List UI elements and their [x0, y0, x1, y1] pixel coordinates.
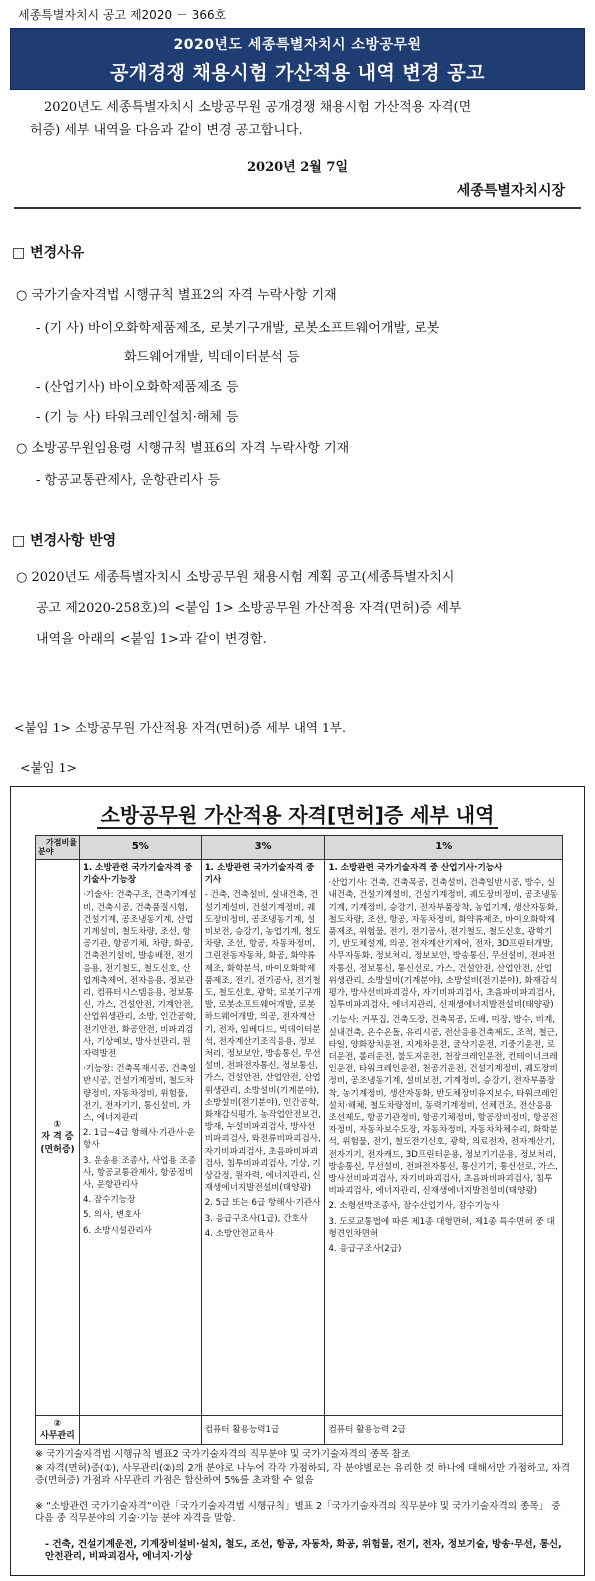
- qualification-table: [35, 835, 563, 1445]
- cell-office-5pct: [79, 1416, 201, 1445]
- reason-line: ○ 국가기술자격법 시행규칙 별표2의 자격 누락사항 기재: [16, 288, 337, 303]
- footnote: ※ “소방관련 국가기술자격”이란「국가기술자격법 시행규칙」별표 2「국가기술자격의 직무분야 및 국가기술자격의 종목」 중 다음 중 직무분야의 기술·기능 분야 자격을 말함.: [35, 1501, 561, 1525]
- section-heading-changes: □ 변경사항 반영: [12, 533, 117, 549]
- title-line-1: 2020년도 세종특별자치시 소방공무원: [173, 37, 422, 53]
- change-line: ○ 2020년도 세종특별자치시 소방공무원 채용시험 계획 공고(세종특별자치시: [16, 570, 455, 585]
- intro-line-1: 2020년도 세종특별자치시 소방공무원 공개경쟁 채용시험 가산적용 자격(면: [44, 100, 472, 115]
- intro-text: [30, 96, 570, 142]
- reason-line: - (기 사) 바이오화학제품제조, 로봇기구개발, 로봇소프트웨어개발, 로봇: [36, 321, 440, 336]
- table-header-row: [36, 836, 563, 860]
- col-header-5pct: 5%: [79, 836, 201, 860]
- title-banner: [10, 28, 585, 90]
- change-line: 내역을 아래의 <붙임 1>과 같이 변경함.: [36, 632, 267, 647]
- attachment-label: <붙임 1>: [20, 760, 78, 775]
- footnote: - 건축, 건설기계운전, 기계장비설비·설치, 철도, 조선, 항공, 자동차, 화공, 위험물, 전기, 전자, 정보기술, 방송·무선, 통신, 안전관리, 비파괴검사, 에너지·기상: [45, 1539, 562, 1563]
- reason-line: 화드웨어개발, 빅데이터분석 등: [124, 350, 300, 365]
- notice-number: 세종특별자치시 공고 제2020 － 366호: [18, 8, 227, 22]
- notice-date: 2020년 2월 7일: [247, 160, 348, 175]
- change-line: 공고 제2020-258호)의 <붙임 1> 소방공무원 가산적용 자격(면허)증 세부: [36, 601, 462, 616]
- attachment-frame: [10, 786, 585, 1576]
- section-heading-reason: □ 변경사유: [12, 245, 85, 261]
- reason-line: - (기 능 사) 타워크레인설치·해체 등: [36, 410, 239, 425]
- footnote: ※ 국가기술자격법 시행규칙 별표2 국가기술자격의 직무분야 및 국가기술자격의 종목 참조: [35, 1449, 411, 1460]
- divider: [14, 207, 581, 209]
- corner-cell: 가점비율 분야: [36, 836, 80, 860]
- table-row: [36, 860, 563, 1416]
- cell-5pct: 1. 소방관련 국가기술자격 중 기술사·기능장 ·기술사: 건축구조, 건축기계설비, 건축시공, 건축품질시험, 건설기계, 공조냉동기계, 산업기계설비, 철도차량, 조선, 항공기관, 항공기체, 차량, 화공, 건축전기설비, 발송배전, 전기응용, 전기철도, 철도신호, 산업계측제어, 전자응용, 정보관리, 컴퓨터시스템응용, 정보통신, 가스, 건설안전, 기계안전, 산업위생관리, 소방, 인간공학, 전기안전, 화공안전, 비파괴검사, 기상예보, 방사선관리, 원자력발전 ·기능장: 건축목재시공, 건축일반시공, 건설기계정비, 철도차량정비, 자동차정비, 위험물, 전기, 전자기기, 통신설비, 가스, 에너지관리 2. 1급~4급 항해사·기관사·운항사 3. 운송용 조종사, 사업용 조종사, 항공교통관제사, 항공정비사, 운항관리사 4. 잠수기능장 5. 의사, 변호사 6. 소방시설관리사: [79, 860, 201, 1416]
- row-label-office: ② 사무관리: [36, 1416, 80, 1445]
- cell-office-1pct: 컴퓨터 활용능력 2급: [325, 1416, 563, 1445]
- cell-1pct: 1. 소방관련 국가기술자격 중 산업기사·기능사 ·산업기사: 건축, 건축목공, 건축설비, 건축일반시공, 방수, 실내건축, 건설기계설비, 건설기계정비, 궤도장비정비, 공조냉동기계, 기계정비, 승강기, 전자부품장착, 농업기계, 생산자동화, 철도차량, 조선, 항공, 자동차정비, 화약류제조, 바이오화학제품제조, 위험물, 전기, 전기공사, 전기철도, 철도신호, 광학기기, 반도체설계, 의공, 전자계산기제어, 전자, 3D프린터개발, 사무자동화, 정보처리, 정보보안, 방송통신, 무선설비, 전파전자통신, 정보통신, 통신선로, 가스, 건설안전, 산업안전, 산업위생관리, 소방설비(기계분야), 소방설비(전기분야), 화재감식평가, 방사선비파괴검사, 자기비파괴검사, 초음파비파괴검사, 침투비파괴검사, 에너지관리, 신재생에너지발전설비(태양광) ·기능사: 거푸집, 건축도장, 건축목공, 도배, 미장, 방수, 비계, 실내건축, 온수온돌, 유리시공, 전산응용건축제도, 조적, 철근, 타일, 양화장치운전, 지게차운전, 굴삭기운전, 기중기운전, 로더운전, 롤러운전, 불도저운전, 천장크레인운전, 컨테이너크레인운전, 타워크레인운전, 천공기운전, 건설기계정비, 궤도장비정비, 공조냉동기계, 설비보전, 기계정비, 승강기, 전자부품장착, 농기계정비, 생산자동화, 반도체장비유지보수, 타워크레인설치·해체, 철도차량정비, 동력기계정비, 선체건조, 전산응용조선제도, 항공기관정비, 항공기체정비, 항공장비정비, 항공전자정비, 자동차보수도장, 자동차정비, 자동차차체수리, 화학분석, 위험물, 전기, 철도전기신호, 광학, 의료전자, 전자계산기, 전자기기, 전자캐드, 3D프린터운용, 정보기기운용, 정보처리, 방송통신, 무선설비, 전파전자통신, 통신기기, 통신선로, 가스, 방사선비파괴검사, 자기비파괴검사, 초음파비파괴검사, 침투비파괴검사, 에너지관리, 신재생에너지발전설비(태양광) 2. 소형선박조종사, 잠수산업기사, 잠수기능사 3. 도로교통법에 따른 제1종 대형면허, 제1종 특수면허 중 대형견인차면허 4. 응급구조사(2급): [325, 860, 563, 1416]
- attachment-title: 소방공무원 가산적용 자격[면허]증 세부 내역: [11, 799, 584, 828]
- intro-line-2: 허증) 세부 내역을 다음과 같이 변경 공고합니다.: [30, 123, 303, 138]
- attachment-note: <붙임 1> 소방공무원 가산적용 자격(면허)증 세부 내역 1부.: [14, 720, 346, 735]
- footnote: ※ 자격(면허)증(①), 사무관리(②)의 2개 분야로 나누어 각각 가점하되, 각 분야별로는 유리한 것 하나에 대해서만 가점하고, 자격증(면허증) 가점과 사무관리 가점은 합산하여 5%를 초과할 수 없음: [35, 1463, 570, 1487]
- reason-line: - (산업기사) 바이오화학제품제조 등: [36, 380, 239, 395]
- title-line-2: 공개경쟁 채용시험 가산적용 내역 변경 공고: [110, 62, 485, 84]
- reason-line: - 항공교통관제사, 운항관리사 등: [36, 473, 221, 488]
- row-label-license: ① 자 격 증 (면허증): [36, 860, 80, 1416]
- cell-office-3pct: 컴퓨터 활용능력1급: [201, 1416, 325, 1445]
- table-row: [36, 1416, 563, 1445]
- signer: 세종특별자치시장: [456, 183, 565, 199]
- col-header-3pct: 3%: [201, 836, 325, 860]
- col-header-1pct: 1%: [325, 836, 563, 860]
- reason-line: ○ 소방공무원임용령 시행규칙 별표6의 자격 누락사항 기재: [16, 441, 350, 456]
- cell-3pct: 1. 소방관련 국가기술자격 중 기사 - 건축, 건축설비, 실내건축, 건설기계설비, 건설기계정비, 궤도장비정비, 공조냉동기계, 설비보전, 승강기, 농업기계, 철도차량, 조선, 항공, 자동차정비, 그린전동자동차, 화공, 화약류제조, 화학분석, 바이오화학제품제조, 전기, 전기공사, 전기철도, 철도신호, 광학, 로봇기구개발, 로봇소프트웨어개발, 로봇하드웨어개발, 의공, 전자계산기, 전자, 임베디드, 빅데이터분석, 전자계산기조직응용, 정보처리, 정보보안, 방송통신, 무선설비, 전파전자통신, 정보통신, 가스, 건설안전, 산업안전, 산업위생관리, 소방설비(기계분야), 소방설비(전기분야), 인간공학, 화재감식평가, 농작업안전보건, 방재, 누설비파괴검사, 방사선비파괴검사, 와전류비파괴검사, 자기비파괴검사, 초음파비파괴검사, 침투비파괴검사, 기상, 기상감정, 원자력, 에너지관리, 신재생에너지발전설비(태양광) 2. 5급 또는 6급 항해사·기관사 3. 응급구조사(1급), 간호사 4. 소방안전교육사: [201, 860, 325, 1416]
